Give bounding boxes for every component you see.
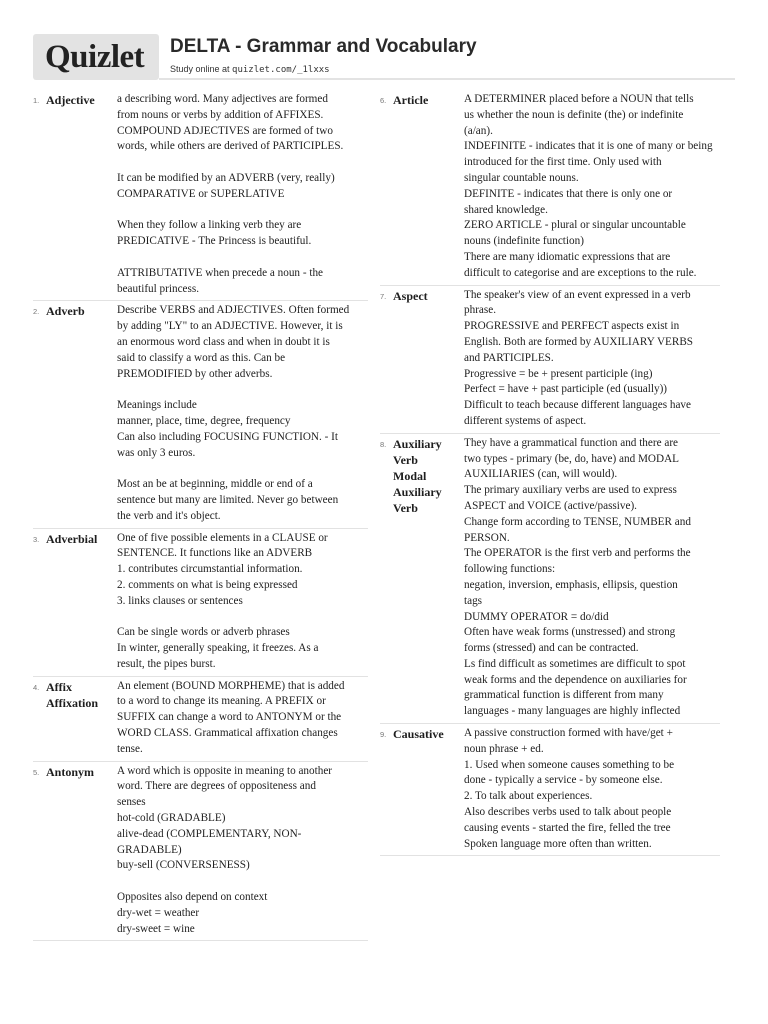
definition-line: Difficult to teach because different languages have xyxy=(464,399,691,412)
definition-line: dry-sweet = wine xyxy=(117,922,195,935)
definition-line: WORD CLASS. Grammatical affixation changes xyxy=(117,727,338,740)
card-definition xyxy=(117,92,368,297)
card-number: 1. xyxy=(33,96,40,105)
page-header xyxy=(33,34,735,80)
card-number: 9. xyxy=(380,730,387,740)
page-title: DELTA - Grammar and Vocabulary xyxy=(170,36,477,57)
definition-line: hot-cold (GRADABLE) xyxy=(117,812,226,825)
card-5 xyxy=(33,762,368,942)
definition-line: nouns (indefinite function) xyxy=(464,235,584,248)
card-8 xyxy=(380,434,720,724)
definition-line: When they follow a linking verb they are xyxy=(117,219,302,232)
definition-line: English. Both are formed by AUXILIARY VERBS xyxy=(464,335,694,348)
card-number: 5. xyxy=(33,767,40,777)
study-prefix: Study online at xyxy=(170,64,233,74)
card-9 xyxy=(380,724,720,856)
header-divider xyxy=(159,78,735,80)
definition-line: A word which is opposite in meaning to another xyxy=(117,764,333,777)
card-definition xyxy=(117,531,368,673)
definition-line: shared knowledge. xyxy=(464,203,548,216)
definition-line: The OPERATOR is the first verb and performs the xyxy=(464,547,691,560)
logo-text: Quizlet xyxy=(45,39,145,75)
definition-line xyxy=(117,461,368,477)
term-line: Auxiliary xyxy=(393,436,442,451)
definition-line: DUMMY OPERATOR = do/did xyxy=(464,610,609,623)
definition-line: PREMODIFIED by other adverbs. xyxy=(117,367,273,380)
definition-line: tense. xyxy=(117,742,143,755)
definition-line: buy-sell (CONVERSENESS) xyxy=(117,859,250,872)
definition-line: Progressive = be + present participle (ing) xyxy=(464,367,653,380)
card-definition xyxy=(464,92,720,282)
definition-line: languages - many languages are highly inflected xyxy=(464,705,681,718)
card-term xyxy=(46,764,114,780)
definition-line: different systems of aspect. xyxy=(464,414,587,427)
term-line: Affixation xyxy=(46,695,98,710)
definition-line: senses xyxy=(117,796,146,809)
card-definition xyxy=(117,764,368,938)
right-column xyxy=(380,90,720,856)
definition-line: grammatical function is different from many xyxy=(464,689,664,702)
left-column xyxy=(33,90,368,941)
definition-line: weak forms and the dependence on auxiliaries for xyxy=(464,673,687,686)
definition-line: There are many idiomatic expressions that are xyxy=(464,250,671,263)
card-term xyxy=(393,726,461,742)
term-line: Verb xyxy=(393,500,418,515)
definition-line xyxy=(117,203,368,219)
card-7 xyxy=(380,286,720,434)
definition-line: INDEFINITE - indicates that it is one of many or being xyxy=(464,140,713,153)
definition-line: COMPARATIVE or SUPERLATIVE xyxy=(117,187,285,200)
definition-line: PREDICATIVE - The Princess is beautiful. xyxy=(117,235,312,248)
definition-line: noun phrase + ed. xyxy=(464,742,544,755)
definition-line: ZERO ARTICLE - plural or singular uncountable xyxy=(464,219,686,232)
definition-line: said to classify a word as this. Can be xyxy=(117,351,286,364)
card-term xyxy=(46,303,114,319)
term-line: Causative xyxy=(393,727,444,742)
card-3 xyxy=(33,529,368,677)
definition-line: Often have weak forms (unstressed) and strong xyxy=(464,626,676,639)
definition-line: COMPOUND ADJECTIVES are formed of two xyxy=(117,124,333,137)
definition-line: words, while others are derived of PARTICIPLES. xyxy=(117,140,344,153)
definition-line: negation, inversion, emphasis, ellipsis, question xyxy=(464,578,678,591)
definition-line: The speaker's view of an event expressed in a verb xyxy=(464,288,691,301)
term-line: Article xyxy=(393,93,429,107)
card-term xyxy=(46,531,114,547)
term-line: Adjective xyxy=(46,93,95,107)
definition-line: from nouns or verbs by addition of AFFIXES. xyxy=(117,108,324,121)
definition-line xyxy=(117,155,368,171)
definition-line: phrase. xyxy=(464,304,496,317)
definition-line: causing events - started the fire, felled the tree xyxy=(464,821,671,834)
definition-line: It can be modified by an ADVERB (very, really) xyxy=(117,171,335,184)
term-line: Adverb xyxy=(46,304,85,319)
definition-line: 2. To talk about experiences. xyxy=(464,790,593,803)
definition-line: word. There are degrees of oppositeness and xyxy=(117,780,316,793)
card-number: 4. xyxy=(33,682,40,692)
card-term xyxy=(393,92,461,108)
study-link[interactable]: quizlet.com/_1lxxs xyxy=(232,65,330,75)
definition-line: 1. Used when someone causes something to be xyxy=(464,758,675,771)
definition-line: sentence but many are limited. Never go between xyxy=(117,493,339,506)
card-number: 2. xyxy=(33,307,40,317)
card-term xyxy=(46,92,114,108)
definition-line: to a word to change its meaning. A PREFIX or xyxy=(117,695,326,708)
definition-line: Most an be at beginning, middle or end of a xyxy=(117,478,313,491)
definition-line: AUXILIARIES (can, will would). xyxy=(464,468,618,481)
definition-line: An element (BOUND MORPHEME) that is added xyxy=(117,679,345,692)
definition-line: an enormous word class and when in doubt it is xyxy=(117,335,330,348)
definition-line: Ls find difficult as sometimes are difficult to spot xyxy=(464,657,686,670)
term-line: Aspect xyxy=(393,288,428,303)
definition-line: PROGRESSIVE and PERFECT aspects exist in xyxy=(464,320,680,333)
definition-line: GRADABLE) xyxy=(117,843,182,856)
definition-line: SUFFIX can change a word to ANTONYM or the xyxy=(117,711,342,724)
definition-line: 2. comments on what is being expressed xyxy=(117,578,298,591)
card-term xyxy=(393,288,461,304)
definition-line: SENTENCE. It functions like an ADVERB xyxy=(117,547,313,560)
definition-line: 1. contributes circumstantial information. xyxy=(117,563,303,576)
term-line: Verb xyxy=(393,452,418,467)
card-6 xyxy=(380,90,720,286)
term-line: Affix xyxy=(46,679,72,694)
definition-line xyxy=(117,610,368,626)
card-number: 7. xyxy=(380,291,387,301)
definition-line: In winter, generally speaking, it freezes. As a xyxy=(117,642,319,655)
definition-line: They have a grammatical function and there are xyxy=(464,436,679,449)
definition-line: was only 3 euros. xyxy=(117,446,196,459)
definition-line: Opposites also depend on context xyxy=(117,891,268,904)
card-4 xyxy=(33,677,368,762)
card-term xyxy=(46,679,114,711)
term-line: Auxiliary xyxy=(393,484,442,499)
definition-line: DEFINITE - indicates that there is only one or xyxy=(464,187,673,200)
term-line: Adverbial xyxy=(46,531,98,546)
definition-line xyxy=(117,382,368,398)
definition-line: (a/an). xyxy=(464,124,493,137)
definition-line: Meanings include xyxy=(117,399,197,412)
definition-line: beautiful princess. xyxy=(117,282,200,295)
card-definition xyxy=(464,726,720,852)
card-term xyxy=(393,436,461,516)
definition-line: alive-dead (COMPLEMENTARY, NON- xyxy=(117,827,302,840)
definition-line xyxy=(117,250,368,266)
definition-line: One of five possible elements in a CLAUSE or xyxy=(117,531,328,544)
definition-line: PERSON. xyxy=(464,531,510,544)
definition-line: a describing word. Many adjectives are formed xyxy=(117,93,328,105)
definition-line: two types - primary (be, do, have) and MODAL xyxy=(464,452,679,465)
definition-line: forms (stressed) and can be contracted. xyxy=(464,642,639,655)
term-line: Modal xyxy=(393,468,427,483)
definition-line: the verb and it's object. xyxy=(117,509,221,522)
card-definition xyxy=(464,436,720,720)
definition-line: Spoken language more often than written. xyxy=(464,837,652,850)
definition-line: The primary auxiliary verbs are used to express xyxy=(464,484,677,497)
definition-line: Also describes verbs used to talk about people xyxy=(464,806,672,819)
definition-line: Change form according to TENSE, NUMBER and xyxy=(464,515,691,528)
definition-line: difficult to categorise and are exceptions to the rule. xyxy=(464,266,697,279)
definition-line: following functions: xyxy=(464,563,556,576)
definition-line: Can be single words or adverb phrases xyxy=(117,626,290,639)
definition-line xyxy=(117,874,368,890)
study-online-line xyxy=(170,64,330,75)
definition-line: done - typically a service - by someone else. xyxy=(464,774,663,787)
card-definition xyxy=(464,288,720,430)
term-line: Antonym xyxy=(46,764,95,779)
definition-line: Perfect = have + past participle (ed (usually)) xyxy=(464,383,668,396)
definition-line: and PARTICIPLES. xyxy=(464,351,554,364)
definition-line: singular countable nouns. xyxy=(464,171,579,184)
card-number: 3. xyxy=(33,534,40,544)
card-1 xyxy=(33,90,368,301)
definition-line: ATTRIBUTATIVE when precede a noun - the xyxy=(117,266,324,279)
definition-line: introduced for the first time. Only used with xyxy=(464,156,662,169)
definition-line: Can also including FOCUSING FUNCTION. - It xyxy=(117,430,338,443)
definition-line: by adding "LY" to an ADJECTIVE. However, it is xyxy=(117,320,343,333)
definition-line: 3. links clauses or sentences xyxy=(117,594,243,607)
card-2 xyxy=(33,301,368,528)
definition-line: us whether the noun is definite (the) or indefinite xyxy=(464,108,684,121)
definition-line: A passive construction formed with have/get + xyxy=(464,727,673,740)
card-definition xyxy=(117,679,368,758)
definition-line: manner, place, time, degree, frequency xyxy=(117,414,291,427)
definition-line: result, the pipes burst. xyxy=(117,657,216,670)
definition-line: Describe VERBS and ADJECTIVES. Often formed xyxy=(117,304,350,317)
card-number: 8. xyxy=(380,439,387,449)
card-definition xyxy=(117,303,368,524)
quizlet-logo[interactable] xyxy=(33,34,159,80)
definition-line: tags xyxy=(464,594,483,607)
definition-line: ASPECT and VOICE (active/passive). xyxy=(464,499,637,512)
card-number: 6. xyxy=(380,96,387,105)
definition-line: dry-wet = weather xyxy=(117,906,200,919)
definition-line: A DETERMINER placed before a NOUN that tells xyxy=(464,93,694,105)
